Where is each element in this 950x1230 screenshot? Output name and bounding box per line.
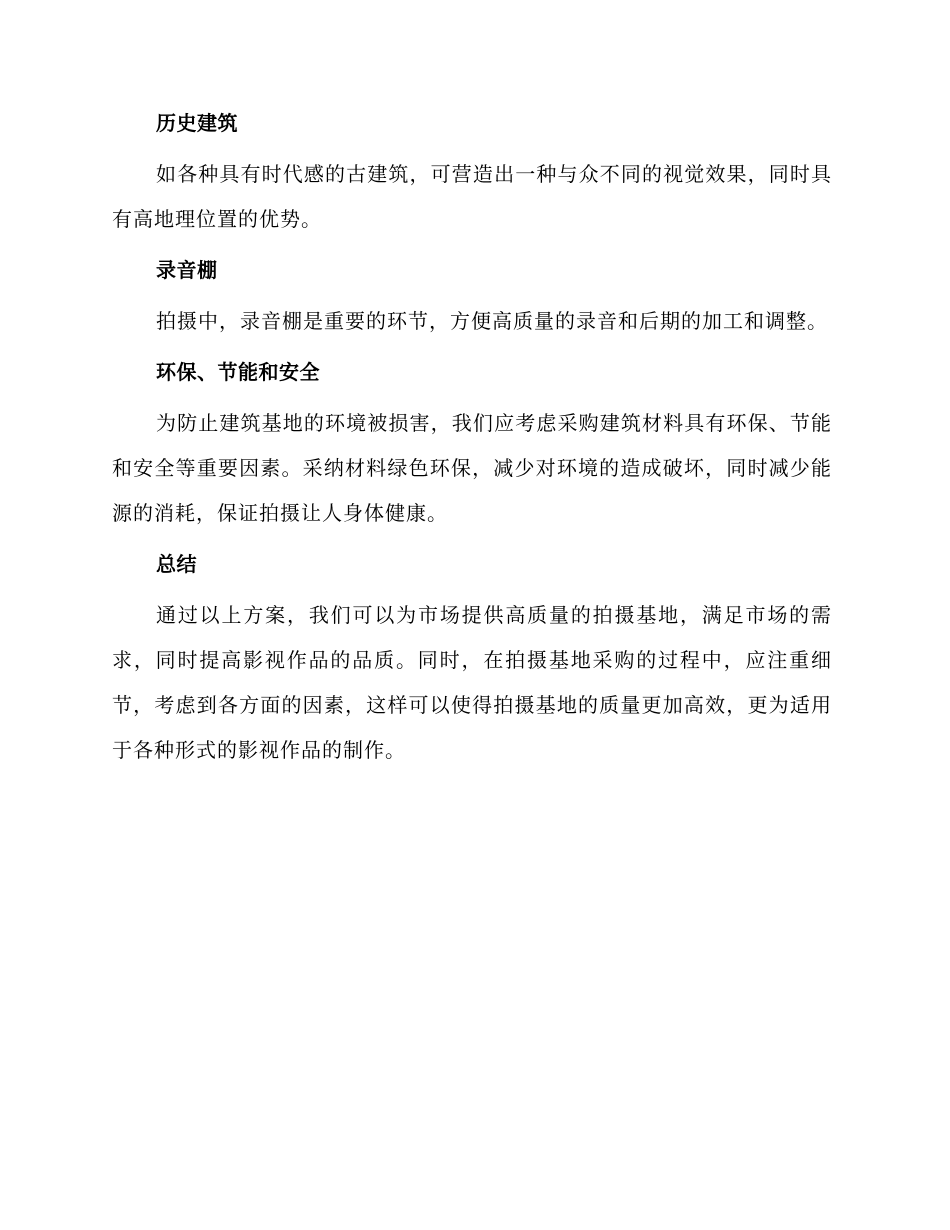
section-heading-summary: 总结 <box>156 552 197 576</box>
section-heading-recording-studio: 录音棚 <box>156 258 218 282</box>
section-paragraph-recording-studio: 拍摄中，录音棚是重要的环节，方便高质量的录音和后期的加工和调整。 <box>156 309 828 333</box>
section-paragraph-eco-safety: 为防止建筑基地的环境被损害，我们应考虑采购建筑材料具有环保、节能和安全等重要因素。采纳材料绿色环保，减少对环境的造成破坏，同时减少能源的消耗，保证拍摄让人身体健康。 <box>112 411 832 525</box>
section-heading-eco-safety: 环保、节能和安全 <box>156 360 320 384</box>
section-paragraph-summary: 通过以上方案，我们可以为市场提供高质量的拍摄基地，满足市场的需求，同时提高影视作品的品质。同时，在拍摄基地采购的过程中，应注重细节，考虑到各方面的因素，这样可以使得拍摄基地的质量更加高效，更为适用于各种形式的影视作品的制作。 <box>112 603 832 762</box>
document-page <box>112 108 832 786</box>
section-heading-historic-buildings: 历史建筑 <box>156 111 238 135</box>
section-paragraph-historic-buildings: 如各种具有时代感的古建筑，可营造出一种与众不同的视觉效果，同时具有高地理位置的优势。 <box>112 162 832 231</box>
